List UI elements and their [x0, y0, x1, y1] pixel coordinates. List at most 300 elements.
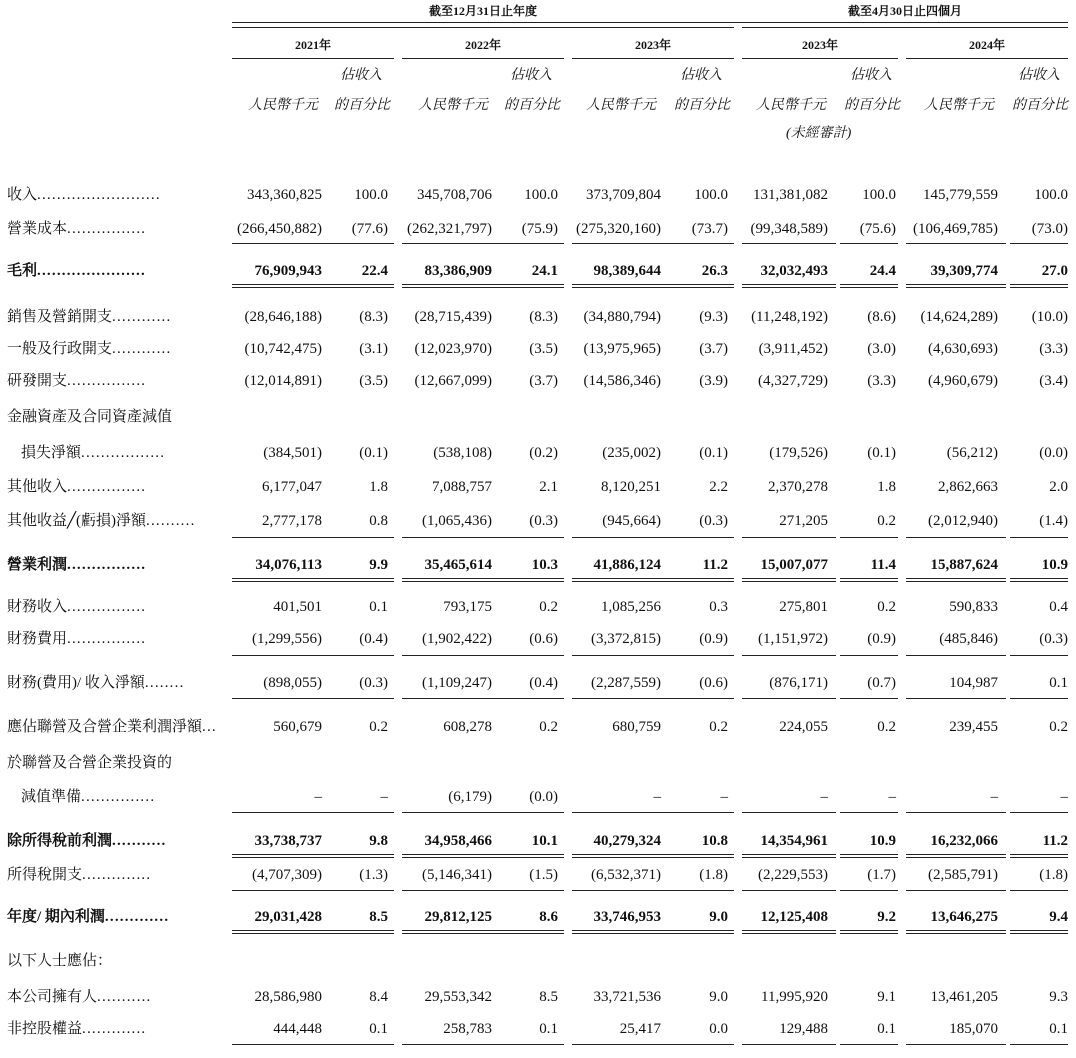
percent-cell: 0.8: [369, 513, 388, 529]
amount-cell: (12,667,099): [414, 373, 492, 389]
subtotal-rule: [840, 243, 898, 244]
subtotal-rule: [1010, 243, 1068, 244]
total-rule: [840, 578, 898, 579]
percent-cell: –: [888, 789, 896, 805]
amount-cell: (28,646,188): [244, 309, 322, 325]
amount-cell: (2,012,940): [928, 513, 998, 529]
row-label: 減值準備...............: [21, 789, 156, 805]
subtotal-rule: [840, 890, 898, 891]
total-rule: [674, 857, 734, 858]
percent-cell: 10.9: [1041, 557, 1068, 573]
total-rule: [906, 854, 1006, 855]
year-header-2024-4m: 2024年: [968, 38, 1005, 52]
amount-cell: 33,746,953: [593, 909, 661, 925]
subtotal-rule: [840, 812, 898, 813]
subtotal-rule: [742, 698, 836, 699]
year-header-2021: 2021年: [294, 38, 331, 52]
subtotal-rule: [742, 243, 836, 244]
percent-cell: 0.1: [369, 1021, 388, 1037]
amount-cell: 1,085,256: [601, 599, 661, 615]
amount-cell: (179,526): [769, 445, 828, 461]
percent-cell: (1.8): [1039, 867, 1068, 883]
amount-cell: 32,032,493: [760, 263, 828, 279]
row-label: 營業利潤................: [7, 557, 147, 573]
percent-cell: 0.3: [709, 599, 728, 615]
subtotal-rule: [906, 655, 1006, 656]
percent-cell: (3.4): [1039, 373, 1068, 389]
total-rule: [504, 287, 564, 288]
total-rule: [840, 287, 898, 288]
amount-cell: 98,389,644: [593, 263, 661, 279]
pct-label-line1: 佔收入: [340, 68, 382, 83]
percent-cell: (0.4): [529, 675, 558, 691]
unit-label: 人民幣千元: [418, 98, 488, 113]
amount-cell: 13,646,275: [930, 909, 998, 925]
leader-dots: ......................: [37, 263, 146, 279]
subtotal-rule: [1010, 812, 1068, 813]
row-label: 財務(費用)/ 收入淨額........: [7, 675, 185, 691]
percent-cell: 10.3: [531, 557, 558, 573]
percent-cell: 8.4: [369, 989, 388, 1005]
percent-cell: (0.3): [359, 675, 388, 691]
subtotal-rule: [504, 1044, 564, 1045]
subtotal-rule: [906, 243, 1006, 244]
year-rule-2023: [572, 58, 734, 59]
amount-cell: 131,381,082: [753, 187, 828, 203]
subtotal-rule: [840, 655, 898, 656]
percent-cell: 11.2: [702, 557, 728, 573]
percent-cell: (0.0): [1039, 445, 1068, 461]
table-row: [0, 782, 1076, 812]
pct-label-line1: 佔收入: [850, 68, 892, 83]
subtotal-rule: [742, 890, 836, 891]
leader-dots: ...........: [97, 989, 152, 1005]
percent-cell: 9.1: [877, 989, 896, 1005]
amount-cell: (4,327,729): [758, 373, 828, 389]
amount-cell: (3,911,452): [758, 341, 828, 357]
leader-dots: .........................: [37, 187, 161, 203]
row-label: 財務收入................: [7, 599, 147, 615]
percent-cell: (73.0): [1031, 221, 1068, 237]
amount-cell: (266,450,882): [237, 221, 322, 237]
amount-cell: (1,299,556): [252, 631, 322, 647]
amount-cell: (12,023,970): [414, 341, 492, 357]
leader-dots: .................: [81, 445, 166, 461]
subtotal-rule: [742, 537, 836, 538]
percent-cell: (3.1): [359, 341, 388, 357]
amount-cell: 34,076,113: [255, 557, 322, 573]
pct-label-line2: 的百分比: [504, 98, 560, 113]
amount-cell: 343,360,825: [247, 187, 322, 203]
percent-cell: (0.0): [529, 789, 558, 805]
amount-cell: (538,108): [433, 445, 492, 461]
percent-cell: 24.4: [869, 263, 896, 279]
total-rule: [906, 284, 1006, 285]
table-row: [0, 592, 1076, 622]
leader-dots: ............: [112, 341, 172, 357]
total-rule: [504, 930, 564, 931]
row-label: 以下人士應佔：: [7, 953, 113, 969]
leader-dots: ................: [67, 599, 147, 615]
percent-cell: 0.2: [1049, 719, 1068, 735]
amount-cell: 2,370,278: [768, 479, 828, 495]
percent-cell: 100.0: [862, 187, 896, 203]
percent-cell: (0.1): [699, 445, 728, 461]
total-rule: [840, 930, 898, 931]
percent-cell: (0.1): [867, 445, 896, 461]
total-rule: [1010, 578, 1068, 579]
percent-cell: (8.6): [867, 309, 896, 325]
percent-cell: (77.6): [351, 221, 388, 237]
percent-cell: 24.1: [531, 263, 558, 279]
year-header-2023-4m: 2023年: [801, 38, 838, 52]
percent-cell: (75.6): [859, 221, 896, 237]
group-rule-months: [742, 27, 1068, 28]
subtotal-rule: [1010, 1044, 1068, 1045]
amount-cell: 560,679: [273, 719, 322, 735]
amount-cell: (485,846): [939, 631, 998, 647]
table-row: [0, 550, 1076, 580]
leader-dots: ................: [67, 221, 147, 237]
percent-cell: (3.9): [699, 373, 728, 389]
row-label: 年度/ 期內利潤.............: [7, 909, 170, 925]
percent-cell: (3.5): [359, 373, 388, 389]
row-label: 於聯營及合營企業投資的: [7, 755, 173, 771]
percent-cell: 9.0: [709, 909, 728, 925]
subtotal-rule: [334, 812, 394, 813]
percent-cell: 11.2: [1042, 833, 1068, 849]
percent-cell: 0.2: [539, 599, 558, 615]
percent-cell: (0.9): [699, 631, 728, 647]
row-label: 應佔聯營及合營企業利潤淨額...: [7, 719, 217, 735]
subtotal-rule: [334, 243, 394, 244]
total-rule: [674, 287, 734, 288]
amount-cell: 28,586,980: [254, 989, 322, 1005]
subtotal-rule: [840, 1044, 898, 1045]
amount-cell: (106,469,785): [913, 221, 998, 237]
table-row: [0, 668, 1076, 698]
leader-dots: ...........: [112, 833, 167, 849]
pct-label-line1: 佔收入: [1018, 68, 1060, 83]
total-rule: [840, 284, 898, 285]
pct-label-line2: 的百分比: [1012, 98, 1068, 113]
amount-cell: (12,014,891): [244, 373, 322, 389]
year-header-2023: 2023年: [634, 38, 671, 52]
subtotal-rule: [906, 537, 1006, 538]
amount-cell: (1,151,972): [758, 631, 828, 647]
amount-cell: 2,862,663: [938, 479, 998, 495]
amount-cell: (3,372,815): [591, 631, 661, 647]
unaudited-label: (未經審計): [786, 126, 852, 141]
total-rule: [1010, 581, 1068, 582]
total-rule: [1010, 284, 1068, 285]
percent-cell: (1.8): [699, 867, 728, 883]
subtotal-rule: [1010, 698, 1068, 699]
subtotal-rule: [1010, 890, 1068, 891]
amount-cell: (11,248,192): [751, 309, 828, 325]
amount-cell: (2,229,553): [758, 867, 828, 883]
percent-cell: (0.3): [699, 513, 728, 529]
amount-cell: 33,721,536: [593, 989, 661, 1005]
subtotal-rule: [334, 698, 394, 699]
amount-cell: (1,902,422): [422, 631, 492, 647]
subtotal-rule: [674, 698, 734, 699]
subtotal-rule: [674, 812, 734, 813]
amount-cell: 590,833: [949, 599, 998, 615]
percent-cell: 10.8: [701, 833, 728, 849]
total-rule: [840, 933, 898, 934]
subtotal-rule: [334, 890, 394, 891]
percent-cell: (3.0): [867, 341, 896, 357]
subtotal-rule: [742, 655, 836, 656]
row-label: 財務費用................: [7, 631, 147, 647]
total-rule: [334, 933, 394, 934]
percent-cell: 8.5: [369, 909, 388, 925]
subtotal-rule: [906, 1044, 1006, 1045]
percent-cell: (1.7): [867, 867, 896, 883]
year-rule-2022: [402, 58, 564, 59]
amount-cell: 25,417: [619, 1021, 661, 1037]
amount-cell: 41,886,124: [593, 557, 661, 573]
amount-cell: 76,909,943: [254, 263, 322, 279]
percent-cell: (0.1): [359, 445, 388, 461]
amount-cell: 239,455: [949, 719, 998, 735]
amount-cell: (4,630,693): [928, 341, 998, 357]
percent-cell: 27.0: [1041, 263, 1068, 279]
amount-cell: 34,958,466: [424, 833, 492, 849]
total-rule: [504, 854, 564, 855]
subtotal-rule: [334, 537, 394, 538]
percent-cell: –: [380, 789, 388, 805]
amount-cell: 14,354,961: [760, 833, 828, 849]
header-top-rule: [232, 22, 1068, 23]
amount-cell: 345,708,706: [417, 187, 492, 203]
table-row: [0, 902, 1076, 932]
amount-cell: (1,109,247): [422, 675, 492, 691]
total-rule: [504, 933, 564, 934]
leader-dots: .............: [104, 909, 170, 925]
percent-cell: 9.0: [709, 989, 728, 1005]
group-rule-years: [232, 27, 734, 28]
amount-cell: (6,532,371): [591, 867, 661, 883]
percent-cell: 0.1: [369, 599, 388, 615]
total-rule: [334, 857, 394, 858]
amount-cell: 258,783: [443, 1021, 492, 1037]
subtotal-rule: [674, 890, 734, 891]
percent-cell: 9.3: [1049, 989, 1068, 1005]
amount-cell: 793,175: [443, 599, 492, 615]
percent-cell: (8.3): [529, 309, 558, 325]
percent-cell: 2.1: [539, 479, 558, 495]
total-rule: [1010, 857, 1068, 858]
leader-dots: ............: [112, 309, 172, 325]
percent-cell: (0.3): [529, 513, 558, 529]
year-rule-2024-4m: [906, 58, 1068, 59]
table-row: [0, 366, 1076, 396]
percent-cell: 100.0: [354, 187, 388, 203]
percent-cell: 100.0: [1034, 187, 1068, 203]
percent-cell: (3.7): [699, 341, 728, 357]
percent-cell: 10.1: [531, 833, 558, 849]
total-rule: [334, 578, 394, 579]
percent-cell: 0.1: [1049, 1021, 1068, 1037]
total-rule: [906, 578, 1006, 579]
row-label: 收入.........................: [7, 187, 161, 203]
percent-cell: (0.6): [699, 675, 728, 691]
percent-cell: 2.0: [1049, 479, 1068, 495]
percent-cell: 1.8: [877, 479, 896, 495]
table-row: [0, 860, 1076, 890]
amount-cell: 271,205: [779, 513, 828, 529]
total-rule: [742, 284, 836, 285]
amount-cell: 29,553,342: [424, 989, 492, 1005]
row-label: 其他收益╱(虧損)淨額..........: [7, 513, 196, 529]
total-rule: [674, 284, 734, 285]
row-label: 銷售及營銷開支............: [7, 309, 172, 325]
row-label: 營業成本................: [7, 221, 147, 237]
leader-dots: ................: [67, 631, 147, 647]
total-rule: [906, 933, 1006, 934]
table-row: [0, 826, 1076, 856]
subtotal-rule: [906, 812, 1006, 813]
total-rule: [674, 578, 734, 579]
table-row: [0, 438, 1076, 468]
amount-cell: (945,664): [602, 513, 661, 529]
pct-label-line2: 的百分比: [844, 98, 900, 113]
subtotal-rule: [840, 537, 898, 538]
percent-cell: 0.1: [1049, 675, 1068, 691]
percent-cell: 9.8: [369, 833, 388, 849]
percent-cell: (1.5): [529, 867, 558, 883]
percent-cell: 0.1: [877, 1021, 896, 1037]
percent-cell: 1.8: [369, 479, 388, 495]
year-rule-2023-4m: [742, 58, 898, 59]
total-rule: [1010, 930, 1068, 931]
row-label: 一般及行政開支............: [7, 341, 172, 357]
amount-cell: 6,177,047: [262, 479, 322, 495]
percent-cell: 0.2: [709, 719, 728, 735]
subtotal-rule: [742, 1044, 836, 1045]
total-rule: [504, 578, 564, 579]
total-rule: [906, 857, 1006, 858]
subtotal-rule: [742, 812, 836, 813]
row-label: 所得稅開支..............: [7, 867, 152, 883]
total-rule: [504, 581, 564, 582]
percent-cell: 8.6: [539, 909, 558, 925]
row-label: 損失淨額.................: [21, 445, 166, 461]
amount-cell: (10,742,475): [244, 341, 322, 357]
percent-cell: (0.4): [359, 631, 388, 647]
percent-cell: 22.4: [361, 263, 388, 279]
total-rule: [906, 930, 1006, 931]
table-row: [0, 712, 1076, 742]
total-rule: [334, 287, 394, 288]
percent-cell: 100.0: [524, 187, 558, 203]
amount-cell: –: [314, 789, 322, 805]
total-rule: [742, 930, 836, 931]
percent-cell: –: [1060, 789, 1068, 805]
table-row: [0, 302, 1076, 332]
subtotal-rule: [334, 1044, 394, 1045]
total-rule: [906, 287, 1006, 288]
amount-cell: (5,146,341): [422, 867, 492, 883]
percent-cell: –: [720, 789, 728, 805]
table-row: [0, 180, 1076, 210]
amount-cell: 401,501: [273, 599, 322, 615]
percent-cell: 26.3: [701, 263, 728, 279]
percent-cell: (73.7): [691, 221, 728, 237]
subtotal-rule: [504, 655, 564, 656]
percent-cell: (9.3): [699, 309, 728, 325]
percent-cell: 0.2: [877, 599, 896, 615]
percent-cell: 10.9: [869, 833, 896, 849]
subtotal-rule: [334, 655, 394, 656]
table-row: [0, 506, 1076, 536]
leader-dots: ................: [67, 373, 147, 389]
total-rule: [840, 581, 898, 582]
amount-cell: (56,212): [946, 445, 998, 461]
total-rule: [504, 284, 564, 285]
total-rule: [1010, 287, 1068, 288]
table-row: [0, 982, 1076, 1012]
amount-cell: 104,987: [949, 675, 998, 691]
amount-cell: (876,171): [769, 675, 828, 691]
percent-cell: 0.2: [877, 513, 896, 529]
subtotal-rule: [504, 812, 564, 813]
percent-cell: (1.3): [359, 867, 388, 883]
amount-cell: 373,709,804: [586, 187, 661, 203]
leader-dots: ...............: [81, 789, 156, 805]
amount-cell: 15,007,077: [760, 557, 828, 573]
amount-cell: (4,960,679): [928, 373, 998, 389]
subtotal-rule: [840, 698, 898, 699]
percent-cell: 0.4: [1049, 599, 1068, 615]
total-rule: [742, 857, 836, 858]
amount-cell: 185,070: [949, 1021, 998, 1037]
amount-cell: 40,279,324: [593, 833, 661, 849]
amount-cell: 444,448: [273, 1021, 322, 1037]
row-label: 金融資產及合同資產減值: [7, 409, 173, 425]
amount-cell: (235,002): [602, 445, 661, 461]
amount-cell: (99,348,589): [750, 221, 828, 237]
percent-cell: 0.2: [877, 719, 896, 735]
subtotal-rule: [504, 537, 564, 538]
row-label: 研發開支................: [7, 373, 147, 389]
leader-dots: .............: [82, 1021, 147, 1037]
total-rule: [504, 857, 564, 858]
table-row: [0, 1014, 1076, 1044]
percent-cell: (0.2): [529, 445, 558, 461]
amount-cell: 15,887,624: [930, 557, 998, 573]
amount-cell: 35,465,614: [424, 557, 492, 573]
percent-cell: 100.0: [694, 187, 728, 203]
unit-label: 人民幣千元: [924, 98, 994, 113]
percent-cell: (0.3): [1039, 631, 1068, 647]
percent-cell: (8.3): [359, 309, 388, 325]
leader-dots: ...: [202, 719, 217, 735]
unit-label: 人民幣千元: [586, 98, 656, 113]
amount-cell: 275,801: [779, 599, 828, 615]
percent-cell: (0.9): [867, 631, 896, 647]
amount-cell: 2,777,178: [262, 513, 322, 529]
amount-cell: (34,880,794): [583, 309, 661, 325]
table-row: [0, 256, 1076, 286]
total-rule: [334, 930, 394, 931]
total-rule: [742, 578, 836, 579]
leader-dots: ................: [67, 557, 147, 573]
percent-cell: 9.2: [877, 909, 896, 925]
amount-cell: 8,120,251: [601, 479, 661, 495]
